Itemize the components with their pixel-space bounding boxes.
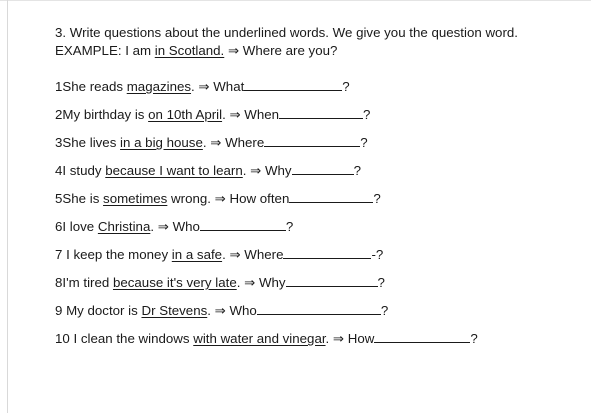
question-item: [55, 78, 575, 106]
item-text: 9 My doctor is: [55, 303, 142, 318]
answer-blank[interactable]: [200, 218, 286, 231]
item-end: ?: [353, 163, 361, 178]
example-underlined: in Scotland.: [154, 43, 225, 58]
question-item: [55, 106, 575, 134]
item-text: 7 I keep the money: [55, 247, 172, 262]
item-underlined: Dr Stevens: [141, 303, 208, 318]
item-question-word: . ⇒ How: [325, 331, 375, 346]
item-text: 5She is: [55, 191, 104, 206]
item-end: ?: [373, 191, 381, 206]
item-question-word: . ⇒ What: [191, 79, 245, 94]
item-text: 6I love: [55, 219, 98, 234]
answer-blank[interactable]: [279, 106, 363, 119]
item-end: -?: [371, 247, 384, 262]
answer-blank[interactable]: [289, 190, 373, 203]
item-question-word: . ⇒ Why: [242, 163, 292, 178]
example-prefix: EXAMPLE: I am: [55, 43, 155, 58]
answer-blank[interactable]: [286, 274, 378, 287]
answer-blank[interactable]: [257, 302, 381, 315]
item-underlined: because it's very late: [112, 275, 237, 290]
item-end: ?: [470, 331, 478, 346]
item-underlined: Christina: [97, 219, 151, 234]
item-end: ?: [342, 79, 350, 94]
question-list: [55, 78, 575, 358]
left-border: [7, 0, 8, 413]
item-end: ?: [380, 303, 389, 318]
item-text: 3She lives: [55, 135, 121, 150]
question-item: [55, 134, 575, 162]
item-underlined: with water and vinegar: [193, 331, 326, 346]
item-end: ?: [285, 219, 294, 234]
item-underlined: sometimes: [103, 191, 168, 206]
item-question-word: . ⇒ Who: [150, 219, 200, 234]
item-question-word: . ⇒ Where: [222, 247, 284, 262]
exercise-content: [55, 24, 575, 358]
answer-blank[interactable]: [264, 134, 360, 147]
example-line: [55, 42, 575, 60]
item-end: ?: [377, 275, 385, 290]
item-question-word: . ⇒ Who: [207, 303, 257, 318]
instruction-text: 3. Write questions about the underlined words. We give you the question word.: [55, 25, 518, 40]
question-item: [55, 246, 575, 274]
item-question-word: . ⇒ When: [222, 107, 280, 122]
item-text: 10 I clean the windows: [55, 331, 194, 346]
answer-blank[interactable]: [244, 78, 342, 91]
item-text: 4I study: [55, 163, 106, 178]
question-item: [55, 302, 575, 330]
item-question-word: . ⇒ Where: [202, 135, 265, 150]
item-question-word: wrong. ⇒ How often: [167, 191, 290, 206]
example-answer: ⇒ Where are you?: [224, 43, 338, 58]
question-item: [55, 162, 575, 190]
item-text: 8I'm tired: [55, 275, 113, 290]
item-underlined: in a big house: [120, 135, 203, 150]
question-item: [55, 218, 575, 246]
item-end: ?: [363, 107, 371, 122]
question-item: [55, 190, 575, 218]
question-item: [55, 330, 575, 358]
top-border: [0, 0, 591, 1]
item-end: ?: [360, 135, 368, 150]
item-text: 1She reads: [55, 79, 127, 94]
item-question-word: . ⇒ Why: [236, 275, 286, 290]
item-underlined: because I want to learn: [105, 163, 243, 178]
item-underlined: in a safe: [171, 247, 223, 262]
item-text: 2My birthday is: [55, 107, 149, 122]
answer-blank[interactable]: [292, 162, 354, 175]
item-underlined: magazines: [126, 79, 192, 94]
question-item: [55, 274, 575, 302]
item-underlined: on 10th April: [148, 107, 223, 122]
exercise-heading: [55, 24, 575, 60]
answer-blank[interactable]: [283, 246, 371, 259]
answer-blank[interactable]: [374, 330, 470, 343]
